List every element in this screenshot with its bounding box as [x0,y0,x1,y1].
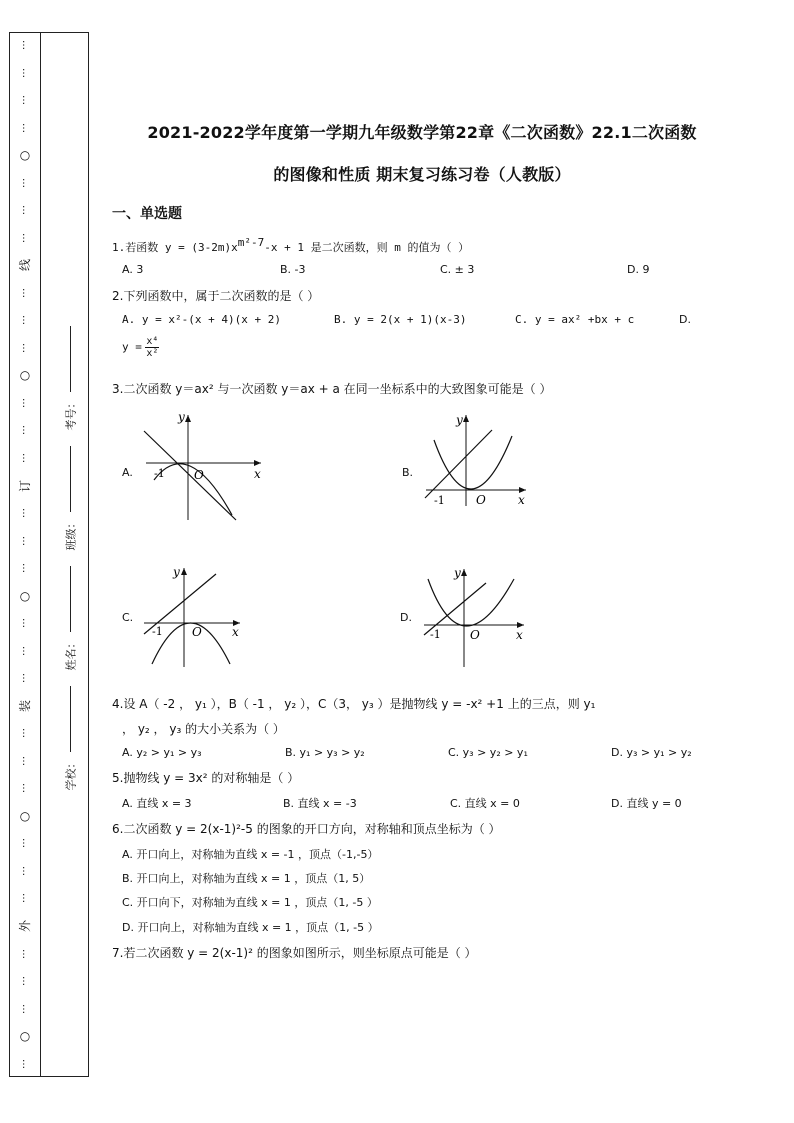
q5-option-b[interactable]: B. 直线 x = -3 [283,797,357,810]
paper-title-line-1: 2021-2022学年度第一学期九年级数学第22章《二次函数》22.1二次函数 [147,123,697,142]
q3-graph-c[interactable] [138,562,250,672]
q1-option-d[interactable]: D. 9 [627,263,650,276]
y-axis-arrow [461,569,467,576]
binding-dots-mark: … [20,397,31,408]
binding-dots-mark: … [20,40,31,50]
binding-dots-mark: … [20,783,31,794]
binding-circle-mark: ○ [19,808,31,823]
q3-option-b-label[interactable]: B. [402,466,414,479]
binding-dots-mark: … [20,563,31,574]
y-axis-label: y [456,413,463,427]
field-class [55,440,85,551]
y-axis-label: y [178,410,185,424]
binding-dots-mark: … [20,673,31,684]
x-axis-label: x [232,625,239,639]
q4-option-a[interactable]: A. y₂ > y₁ > y₃ [122,746,202,759]
y-axis-arrow [185,415,191,422]
binding-char-mark: 外 [17,919,32,933]
y-axis-label: y [173,565,180,579]
q1-stem-part: 1.若函数 y = (3-2m)x [112,241,238,254]
question-2: 2.下列函数中，属于二次函数的是（ ） [112,289,320,303]
q2-option-d-label[interactable]: D. [679,313,691,326]
field-label: 考号： [64,397,77,431]
q5-option-c[interactable]: C. 直线 x = 0 [450,797,520,810]
binding-dots-mark: … [20,122,31,133]
q5-option-a[interactable]: A. 直线 x = 3 [122,797,192,810]
q6-option-c[interactable]: C. 开口向下，对称轴为直线 x = 1 ，顶点（1, -5 ） [122,896,378,909]
binding-dots-mark: … [20,1003,31,1014]
binding-dots-mark: … [20,976,31,987]
binding-dots-mark: … [20,893,31,904]
q1-exponent: m²-7 [237,236,265,249]
binding-dots-mark: … [20,315,31,326]
fraction-denominator: x² [146,348,159,359]
q2-option-b[interactable]: B. y = 2(x + 1)(x-3) [334,313,467,326]
q3-option-d-label[interactable]: D. [400,611,412,624]
binding-dots-mark: … [20,1058,31,1069]
section-heading: 一、单选题 [112,206,182,222]
q3-option-c-label[interactable]: C. [122,611,134,624]
q3-graph-a[interactable] [136,405,276,525]
origin-label: O [192,625,202,639]
fraction-numerator: x⁴ [146,336,159,347]
binding-char-mark: 线 [17,259,32,272]
question-4-line-2: ， y₂ ， y₃ 的大小关系为（ ） [122,722,285,736]
binding-dots-mark: … [20,452,31,463]
field-school [55,680,85,791]
binding-circle-mark: ○ [19,588,31,603]
field-line [70,326,71,392]
q5-option-d[interactable]: D. 直线 y = 0 [611,797,682,810]
neg-one-label: -1 [434,494,445,507]
binding-dots-mark: … [20,755,31,766]
origin-label: O [194,468,204,482]
question-1 [112,236,469,255]
binding-dots-mark: … [20,232,31,243]
binding-dots-mark: … [20,728,31,739]
binding-dots-mark: … [20,618,31,629]
q6-option-b[interactable]: B. 开口向上，对称轴为直线 x = 1 ，顶点（1, 5） [122,872,371,885]
q2-option-c[interactable]: C. y = ax² +bx + c [515,313,635,326]
binding-dots-mark: … [20,425,31,436]
field-label: 班级： [64,517,77,551]
q4-option-c[interactable]: C. y₃ > y₂ > y₁ [448,746,528,759]
binding-dots-mark: … [20,67,31,78]
neg-one-label: -1 [152,625,163,638]
y-axis-label: y [454,566,461,580]
field-label: 姓名： [64,637,77,671]
q3-option-a-label[interactable]: A. [122,466,133,479]
paper-title-line-2: 的图像和性质 期末复习练习卷（人教版） [273,165,571,184]
q2-d-fraction [145,336,159,359]
neg-one-label: -1 [154,467,165,480]
binding-marks [10,32,40,1077]
q1-option-b[interactable]: B. -3 [280,263,306,276]
linear-line [425,430,492,498]
q1-option-a[interactable]: A. 3 [122,263,144,276]
q2-option-d-formula[interactable] [122,336,159,359]
x-axis-arrow [254,460,261,466]
binding-circle-mark: ○ [19,368,31,383]
origin-label: O [476,493,486,507]
q3-graph-d[interactable] [418,565,536,670]
q4-option-d[interactable]: D. y₃ > y₁ > y₂ [611,746,692,759]
field-exam-no [55,320,85,431]
binding-dots-mark: … [20,342,31,353]
question-6: 6.二次函数 y = 2(x-1)²-5 的图象的开口方向，对称轴和顶点坐标为（ ） [112,822,501,836]
binding-dots-mark: … [20,948,31,959]
field-line [70,566,71,632]
field-line [70,686,71,752]
x-axis-label: x [516,628,523,642]
origin-label: O [470,628,480,642]
field-name [55,560,85,671]
binding-char-mark: 订 [17,479,32,492]
q6-option-a[interactable]: A. 开口向上，对称轴为直线 x = -1 ，顶点（-1,-5） [122,848,379,861]
binding-dots-mark: … [20,205,31,216]
x-axis-label: x [254,467,261,481]
q6-option-d[interactable]: D. 开口向上，对称轴为直线 x = 1 ，顶点（1, -5 ） [122,921,379,934]
q2-d-lhs: y = [122,340,142,354]
question-3: 3.二次函数 y＝ax² 与一次函数 y＝ax + a 在同一坐标系中的大致图象可能是（ ） [112,382,552,396]
q1-stem-part: -x + 1 是二次函数，则 m 的值为（ ） [264,241,470,254]
binding-circle-mark: ○ [19,148,31,163]
y-axis-arrow [463,415,469,422]
field-line [70,446,71,512]
binding-dots-mark: … [20,95,31,106]
binding-char-mark: 装 [17,699,32,712]
q3-graph-b[interactable] [420,410,540,510]
question-4-line-1: 4.设 A（ -2 ， y₁ ），B（ -1 ， y₂ ），C（3， y₃ ）是抛物线 y = -x² +1 上的三点，则 y₁ [112,697,596,711]
q1-option-c[interactable]: C. ± 3 [440,263,475,276]
binding-divider-line [40,32,41,1077]
question-7: 7.若二次函数 y = 2(x-1)² 的图象如图所示，则坐标原点可能是（ ） [112,946,477,960]
parabola-curve [434,436,512,489]
student-info-fields [55,320,85,791]
parabola-curve [154,464,232,515]
parabola-curve [152,623,230,664]
binding-dots-mark: … [20,287,31,298]
binding-dots-mark: … [20,508,31,519]
binding-dots-mark: … [20,838,31,849]
binding-dots-mark: … [20,535,31,546]
neg-one-label: -1 [430,628,441,641]
binding-circle-mark: ○ [19,1029,31,1044]
binding-dots-mark: … [20,865,31,876]
parabola-curve [428,579,514,626]
x-axis-label: x [518,493,525,507]
question-5: 5.抛物线 y = 3x² 的对称轴是（ ） [112,771,300,785]
q2-option-a[interactable]: A. y = x²-(x + 4)(x + 2) [122,313,281,326]
y-axis-arrow [181,568,187,575]
q4-option-b[interactable]: B. y₁ > y₃ > y₂ [285,746,365,759]
field-label: 学校： [64,757,77,791]
binding-dots-mark: … [20,645,31,656]
binding-dots-mark: … [20,177,31,188]
